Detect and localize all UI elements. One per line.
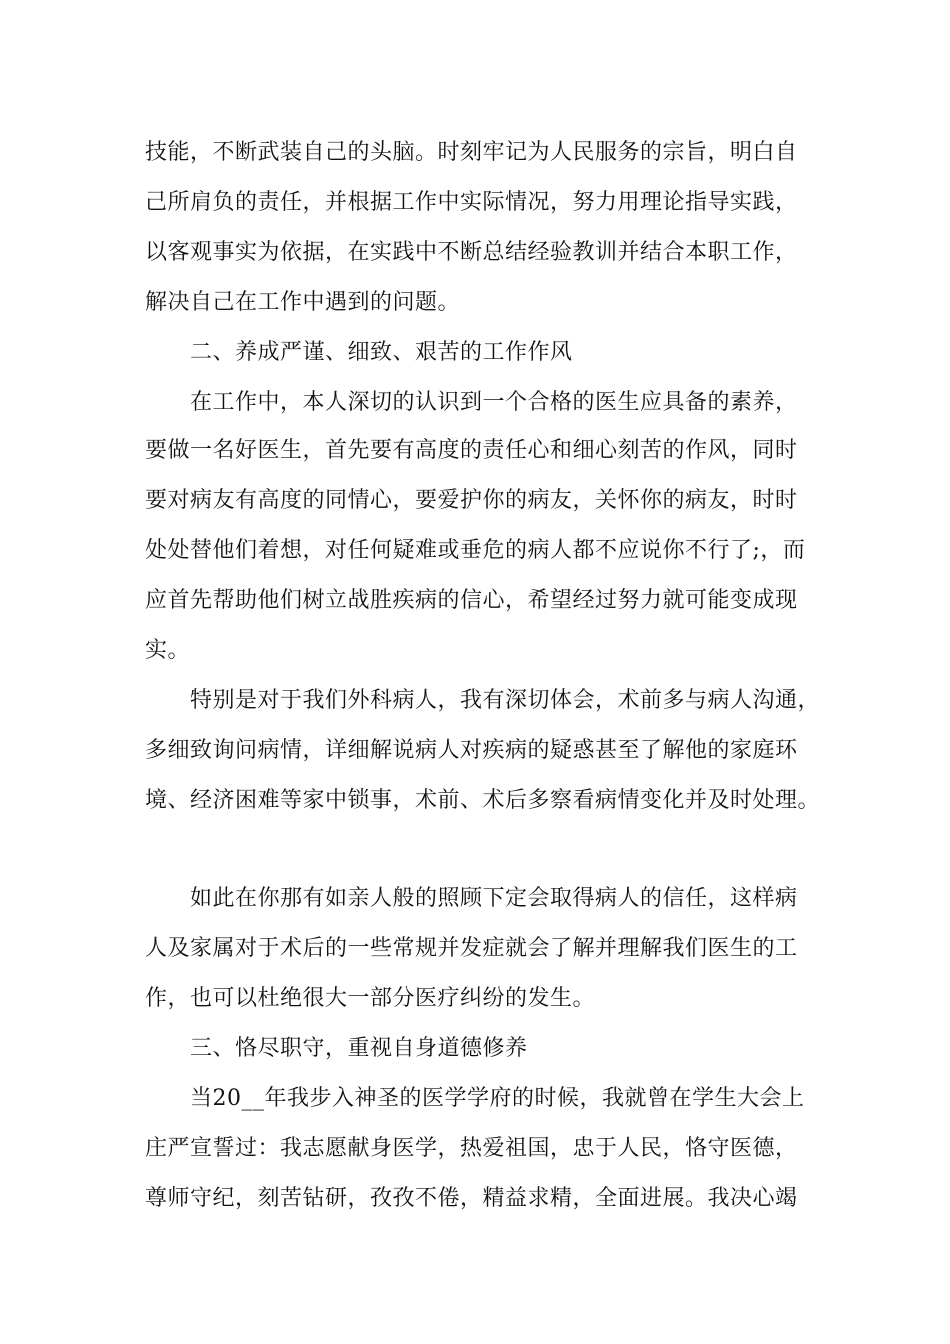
paragraph-line: 应首先帮助他们树立战胜疾病的信心，希望经过努力就可能变成现 <box>145 588 798 613</box>
paragraph-line: 特别是对于我们外科病人，我有深切体会，术前多与病人沟通， <box>190 688 821 713</box>
paragraph-line: 境、经济困难等家中锁事，术前、术后多察看病情变化并及时处理。 <box>145 788 821 813</box>
section-heading: 三、恪尽职守，重视自身道德修养 <box>190 1036 528 1061</box>
paragraph-line: 庄严宣誓过：我志愿献身医学，热爱祖国，忠于人民，恪守医德， <box>145 1136 798 1161</box>
section-heading: 二、养成严谨、细致、艰苦的工作作风 <box>190 340 573 365</box>
paragraph-line: 以客观事实为依据，在实践中不断总结经验教训并结合本职工作， <box>145 240 798 265</box>
paragraph-line: 人及家属对于术后的一些常规并发症就会了解并理解我们医生的工 <box>145 936 798 961</box>
paragraph-line: 尊师守纪，刻苦钻研，孜孜不倦，精益求精，全面进展。我决心竭 <box>145 1186 798 1211</box>
paragraph-line: 要对病友有高度的同情心，要爱护你的病友，关怀你的病友，时时 <box>145 488 798 513</box>
paragraph-line: 当20__年我步入神圣的医学学府的时候，我就曾在学生大会上 <box>190 1086 805 1111</box>
paragraph-line: 解决自己在工作中遇到的问题。 <box>145 290 461 315</box>
paragraph-line: 要做一名好医生，首先要有高度的责任心和细心刻苦的作风，同时 <box>145 438 798 463</box>
paragraph-line: 技能，不断武装自己的头脑。时刻牢记为人民服务的宗旨，明白自 <box>145 140 798 165</box>
paragraph-line: 己所肩负的责任，并根据工作中实际情况，努力用理论指导实践， <box>145 190 798 215</box>
paragraph-line: 作，也可以杜绝很大一部分医疗纠纷的发生。 <box>145 986 596 1011</box>
paragraph-line: 实。 <box>145 638 191 663</box>
paragraph-line: 如此在你那有如亲人般的照顾下定会取得病人的信任，这样病 <box>190 886 798 911</box>
paragraph-line: 处处替他们着想，对任何疑难或垂危的病人都不应说你不行了;，而 <box>145 538 806 563</box>
paragraph-line: 在工作中，本人深切的认识到一个合格的医生应具备的素养， <box>190 390 798 415</box>
paragraph-line: 多细致询问病情，详细解说病人对疾病的疑惑甚至了解他的家庭环 <box>145 738 798 763</box>
